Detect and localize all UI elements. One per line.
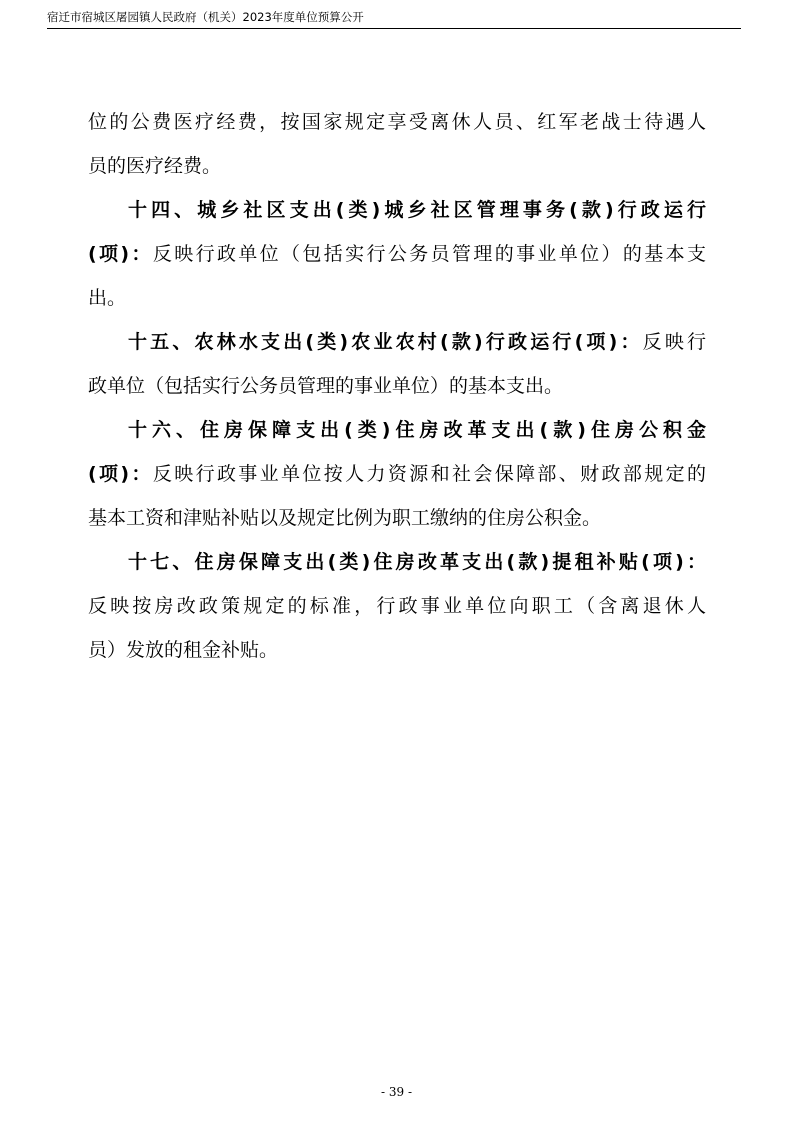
header-divider: [47, 28, 741, 29]
text-line: 位的公费医疗经费，按国家规定享受离休人员、红军老战士待遇人: [88, 111, 706, 133]
paragraph-item-16: [88, 408, 706, 540]
text-line: 员）发放的租金补贴。: [88, 639, 279, 661]
text-line: (项)：反映行政事业单位按人力资源和社会保障部、财政部规定的: [88, 463, 706, 485]
text-line: [88, 540, 706, 584]
text-line: 基本工资和津贴补贴以及规定比例为职工缴纳的住房公积金。: [88, 507, 602, 529]
paragraph-medical-expense-continuation: [88, 100, 706, 188]
document-header-title: 宿迁市宿城区屠园镇人民政府（机关）2023年度单位预算公开: [47, 10, 364, 24]
text-line: (项)：反映行政单位（包括实行公务员管理的事业单位）的基本支: [88, 243, 706, 265]
text-line: 政单位（包括实行公务员管理的事业单位）的基本支出。: [88, 375, 564, 397]
text-line: 员的医疗经费。: [88, 155, 222, 177]
item-heading: 十四、城乡社区支出(类)城乡社区管理事务(款)行政运行: [128, 199, 706, 221]
item-heading: 十七、住房保障支出(类)住房改革支出(款)提租补贴(项)：: [128, 551, 706, 573]
item-heading: 十五、农林水支出(类)农业农村(款)行政运行(项)：: [128, 331, 643, 353]
text-line: 反映按房改政策规定的标准，行政事业单位向职工（含离退休人: [88, 595, 706, 617]
text-line: 十五、农林水支出(类)农业农村(款)行政运行(项)：反映行: [128, 331, 706, 353]
text-line: [88, 188, 706, 232]
paragraph-item-17: [88, 540, 706, 672]
paragraph-item-14: [88, 188, 706, 320]
item-heading: (项)：: [88, 463, 153, 485]
item-heading: 十六、住房保障支出(类)住房改革支出(款)住房公积金: [128, 419, 706, 441]
paragraph-item-15: [88, 320, 706, 408]
text-line: [88, 408, 706, 452]
item-heading: (项)：: [88, 243, 153, 265]
page-number: - 39 -: [380, 1085, 412, 1099]
document-body: [88, 100, 706, 672]
text-line: 出。: [88, 287, 127, 309]
